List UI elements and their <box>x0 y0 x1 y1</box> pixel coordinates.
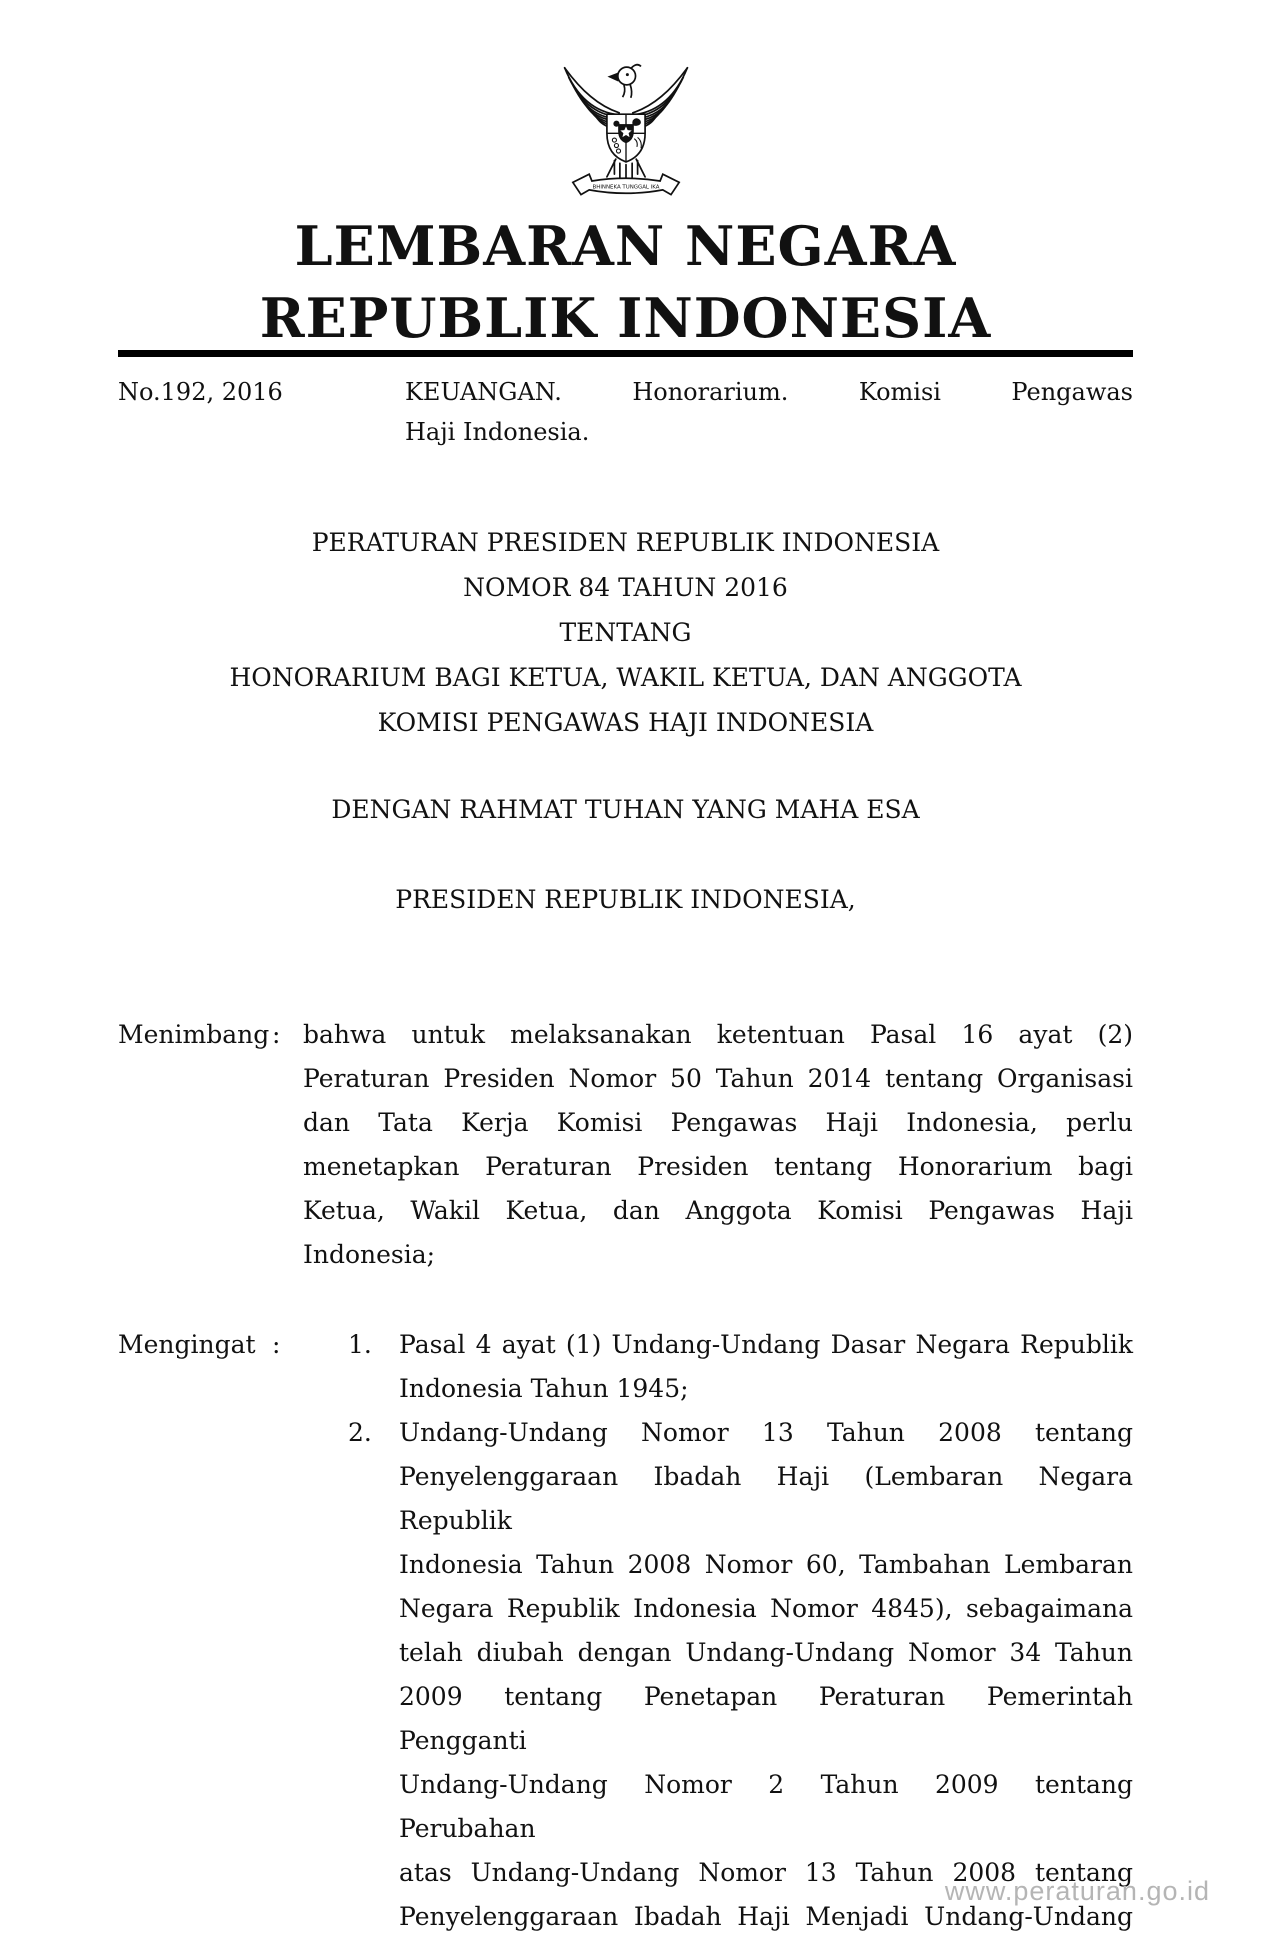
masthead-divider-rule <box>118 350 1133 357</box>
text-line: Ketua, Wakil Ketua, dan Anggota Komisi Pengawas Haji <box>303 1196 1133 1225</box>
text-line: Undang-Undang Nomor 2 Tahun 2009 tentang Perubahan <box>399 1770 1133 1843</box>
text-line: PERATURAN PRESIDEN REPUBLIK INDONESIA <box>311 528 940 557</box>
legal-basis-item-1 <box>303 1323 1133 1411</box>
text-line: bahwa untuk melaksanakan ketentuan Pasal 16 ayat (2) <box>303 1020 1133 1049</box>
legal-basis-label: Mengingat <box>118 1330 256 1359</box>
text-line: Indonesia Tahun 2008 Nomor 60, Tambahan Lembaran <box>399 1550 1133 1579</box>
gazette-subject <box>405 372 1133 452</box>
source-url-watermark: www.peraturan.go.id <box>944 1876 1210 1906</box>
text-line: dan Tata Kerja Komisi Pengawas Haji Indonesia, perlu <box>303 1108 1133 1137</box>
masthead <box>118 210 1133 354</box>
text-line: Penyelenggaraan Ibadah Haji (Lembaran Negara Republik <box>399 1462 1133 1535</box>
regulation-title-block <box>118 520 1133 745</box>
considerations-section <box>118 1013 1133 1277</box>
considerations-colon: : <box>272 1020 281 1049</box>
emblem-motto-text: BHINNEKA TUNGGAL IKA <box>592 184 659 191</box>
text-line: Peraturan Presiden Nomor 50 Tahun 2014 tentang Organisasi <box>303 1064 1133 1093</box>
considerations-label: Menimbang <box>118 1020 270 1049</box>
text-line: Indonesia; <box>303 1240 436 1269</box>
invocation-line: DENGAN RAHMAT TUHAN YANG MAHA ESA <box>331 795 920 824</box>
legal-basis-items <box>303 1323 1133 1939</box>
item-number: 1. <box>348 1330 372 1359</box>
garuda-pancasila-icon <box>551 50 701 207</box>
text-line: KEUANGAN. Honorarium. Komisi Pengawas <box>405 378 1133 406</box>
gazette-title-line2: REPUBLIK INDONESIA <box>259 286 992 350</box>
text-line: menetapkan Peraturan Presiden tentang Honorarium bagi <box>303 1152 1133 1181</box>
text-line: KOMISI PENGAWAS HAJI INDONESIA <box>377 708 874 737</box>
legal-basis-item-2 <box>303 1411 1133 1939</box>
text-line: Pasal 4 ayat (1) Undang-Undang Dasar Negara Republik <box>399 1330 1133 1359</box>
gazette-number: No.192, 2016 <box>118 378 283 406</box>
text-line: telah diubah dengan Undang-Undang Nomor 34 Tahun <box>399 1638 1133 1667</box>
legal-basis-colon: : <box>272 1330 281 1359</box>
item-number: 2. <box>348 1418 372 1447</box>
text-line: Negara Republik Indonesia Nomor 4845), sebagaimana <box>399 1594 1133 1623</box>
text-line: Penyelenggaraan Ibadah Haji Menjadi Undang-Undang <box>399 1902 1133 1931</box>
text-line: atas Undang-Undang Nomor 13 Tahun 2008 tentang <box>399 1858 1133 1887</box>
text-line: Undang-Undang Nomor 13 Tahun 2008 tentang <box>399 1418 1133 1447</box>
text-line: Haji Indonesia. <box>405 418 590 446</box>
considerations-text <box>303 1013 1133 1277</box>
text-line: Indonesia Tahun 1945; <box>399 1374 689 1403</box>
item-text <box>399 1411 1133 1939</box>
text-line: 2009 tentang Penetapan Peraturan Pemerintah Pengganti <box>399 1682 1133 1755</box>
item-text <box>399 1323 1133 1411</box>
authority-line: PRESIDEN REPUBLIK INDONESIA, <box>395 885 856 914</box>
legal-basis-section <box>118 1323 1133 1939</box>
text-line: TENTANG <box>559 618 692 647</box>
gazette-title-line1: LEMBARAN NEGARA <box>294 214 957 278</box>
text-line: HONORARIUM BAGI KETUA, WAKIL KETUA, DAN ANGGOTA <box>229 663 1022 692</box>
emblem-container <box>118 50 1133 211</box>
text-line: NOMOR 84 TAHUN 2016 <box>463 573 788 602</box>
